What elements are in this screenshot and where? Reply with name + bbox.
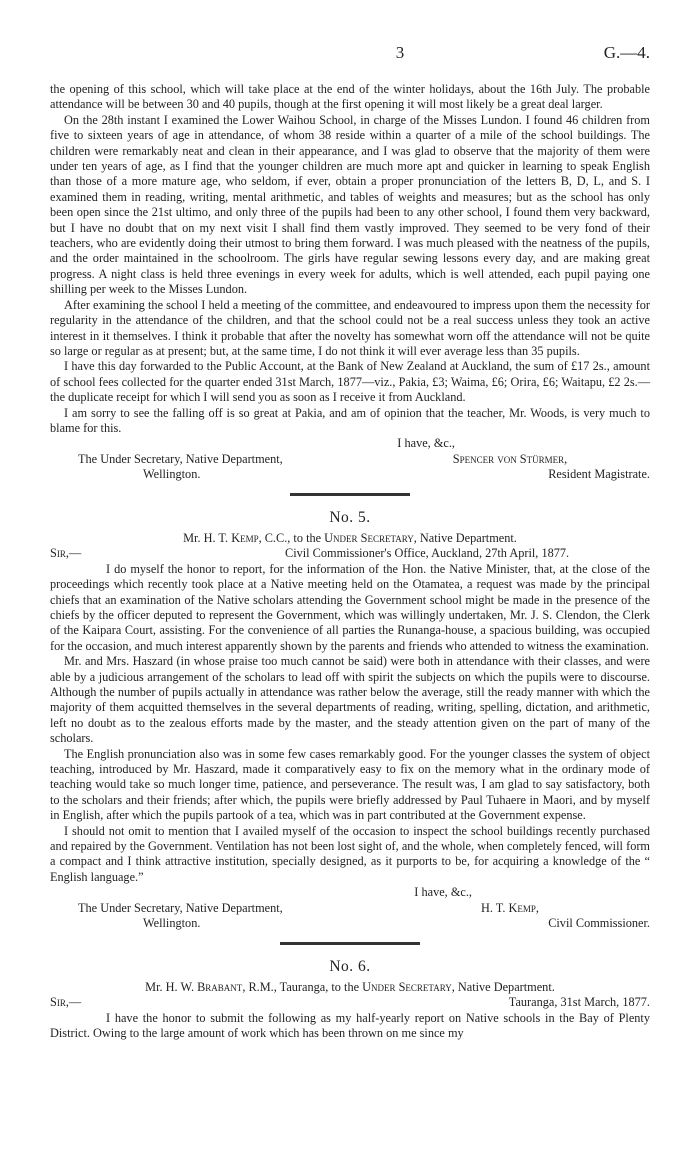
- paragraph: the opening of this school, which will take place at the end of the winter holidays, about the 16th July. The probable attendance will be between 30 and 40 pupils, though at the first opening it will most likely be a great deal larger.: [50, 82, 650, 112]
- signer-block: [370, 901, 650, 932]
- paragraph: The English pronunciation also was in some few cases remarkably good. For the younger classes the system of object teaching, introduced by Mr. Haszard, made it comparatively easy to fix on the memory what in the ordinary mode of teaching would take so much longer time, patience, and perseverance. The result was, I am glad to say satisfactory, both to the scholars and their friends; after which, the pupils were briefly addressed by Paul Tuhaere in Maori, and by myself in English, after which the pupils partook of a tea, which was in part contributed at the Government expense.: [50, 746, 650, 823]
- signer-name: Spencer von Stürmer,: [452, 451, 568, 466]
- closing-phrase: I have, &c.,: [414, 885, 472, 900]
- addressee-place: Wellington.: [143, 467, 201, 482]
- heading-sender: Brabant: [197, 979, 243, 994]
- addressee-block: [50, 452, 283, 483]
- heading-recipient: Under Secretary: [362, 979, 452, 994]
- heading-prefix: Mr. H. T.: [183, 530, 232, 545]
- heading-suffix: , Native Department.: [413, 530, 517, 545]
- page-content: [50, 82, 650, 1042]
- paragraph: I have the honor to submit the following as my half-yearly report on Native schools in the Bay of Plenty District. Owing to the large amount of work which has been thrown on me since my: [50, 1010, 650, 1041]
- heading-recipient: Under Secretary: [324, 530, 414, 545]
- letter-6-body: [50, 1011, 650, 1042]
- addressee: The Under Secretary, Native Department,: [78, 451, 283, 466]
- document-reference: G.—4.: [603, 43, 650, 62]
- heading-sender: Kemp: [231, 530, 259, 545]
- letter-5-body: [50, 562, 650, 886]
- heading-mid: , C.C., to the: [258, 530, 325, 545]
- paragraph: On the 28th instant I examined the Lower Waihou School, in charge of the Misses Lundon. I found 46 children from five to sixteen years of age in attendance, of whom 38 reside within a quarter of a mile of the school buildings. The children were remarkably neat and clean in their appearance, and I was glad to observe that the majority of them were under ten years of age, as I find that the younger children are much more apt and quicker in learning to speak English than those of a more mature age, who seldom, if ever, obtain a proper pronunciation of the letters B, D, L, and S. I examined them in reading, writing, mental arithmetic, and tables of weights and measures; but as the school has only been open since the 21st ultimo, and only three of the pupils had been to any other school, I found them very backward, but I have no doubt that on my next visit I shall find them vastly improved. They seemed to be very fond of their teachers, who are evidently doing their utmost to bring them forward. I was much pleased with the neatness of the pupils, and the order maintained in the schoolroom. The girls have regular sewing lessons every day, and are making great progress. A night class is held three evenings in every week for adults, which is well attended, each pupil paying one shilling per week to the Misses Lundon.: [50, 112, 650, 297]
- signer-title: Civil Commissioner.: [548, 916, 650, 931]
- salutation: Sir,—: [50, 546, 82, 561]
- section-number: No. 6.: [329, 957, 371, 975]
- paragraph: After examining the school I held a meeting of the committee, and endeavoured to impress upon them the necessity for regularity in the attendance of the children, and that the school could not be a real success unless they took an active interest in it themselves. I think it probable that after the novelty has somewhat worn off the attendance will not be quite so large or regular as at present; but, at the same time, I do not think it will ever average less than 35 pupils.: [50, 297, 650, 358]
- page-number: 3: [395, 43, 405, 62]
- letter-heading: [50, 531, 650, 546]
- salutation: Sir,—: [50, 995, 82, 1010]
- heading-suffix: , Native Department.: [451, 979, 555, 994]
- letter-4-body: [50, 82, 650, 436]
- paragraph: I have this day forwarded to the Public Account, at the Bank of New Zealand at Auckland, the sum of £17 2s., amount of school fees collected for the quarter ended 31st March, 1877—viz., Pakia, £3; Waima, £6; Orira, £6; Waitapu, £2 2s.—the duplicate receipt for which I will send you as soon as I receive it from Auckland.: [50, 359, 650, 405]
- heading-prefix: Mr. H. W.: [145, 979, 198, 994]
- addressee: The Under Secretary, Native Department,: [78, 900, 283, 915]
- addressee-place: Wellington.: [143, 916, 201, 931]
- paragraph: Mr. and Mrs. Haszard (in whose praise too much cannot be said) were both in attendance with their classes, and were able by a judicious arrangement of the scholars to lead off with spirit the subjects on which the pupils were to discourse. Although the number of pupils actually in attendance was rather below the average, still the ready manner with which the majority of them acquitted themselves in the several departments of reading, writing, spelling, dictation, and arithmetic, left no doubt as to the zealous efforts made by the master, and the steady attention given on the part of many of the scholars.: [50, 654, 650, 746]
- page-header: [50, 43, 650, 63]
- section-divider: [280, 942, 420, 945]
- salutation-row: [50, 546, 650, 561]
- section-divider: [290, 493, 410, 496]
- salutation-row: [50, 995, 650, 1010]
- closing-phrase: I have, &c.,: [397, 436, 455, 451]
- section-number: No. 5.: [329, 508, 371, 526]
- signer-name: H. T. Kemp,: [480, 900, 539, 915]
- addressee-block: [50, 901, 283, 932]
- letter-heading: [50, 980, 650, 995]
- signer-title: Resident Magistrate.: [548, 467, 650, 482]
- paragraph: I do myself the honor to report, for the information of the Hon. the Native Minister, that, at the close of the proceedings which recently took place at a Native meeting held on the Otamatea, a request was made by the principal chiefs that an examination of the Native scholars attending the Government school might be made in the presence of the chiefs by the officer deputed to represent the Government, which was willingly undertaken, Mr. J. S. Clendon, the Clerk of the Kaipara Court, assisting. For the convenience of all parties the Runanga-house, a spacious building, was occupied for the occasion, and much interest apparently shown by the parents and friends who attended to witness the examination.: [50, 561, 650, 653]
- signature-block: [50, 452, 650, 483]
- paragraph: I am sorry to see the falling off is so great at Pakia, and am of opinion that the teacher, Mr. Woods, is very much to blame for this.: [50, 405, 650, 435]
- heading-mid: , R.M., Tauranga, to the: [242, 979, 363, 994]
- place-date: Tauranga, 31st March, 1877.: [508, 995, 650, 1010]
- paragraph: I should not omit to mention that I availed myself of the occasion to inspect the school buildings recently purchased and repaired by the Government. Ventilation has not been lost sight of, and the whole, when completely fenced, will form a compact and I think attractive institution, specially designed, as it purports to be, for acquiring a knowledge of the “ English language.”: [50, 823, 650, 884]
- signature-block: [50, 901, 650, 932]
- place-date: Civil Commissioner's Office, Auckland, 27th April, 1877.: [285, 546, 570, 561]
- signer-block: [370, 452, 650, 483]
